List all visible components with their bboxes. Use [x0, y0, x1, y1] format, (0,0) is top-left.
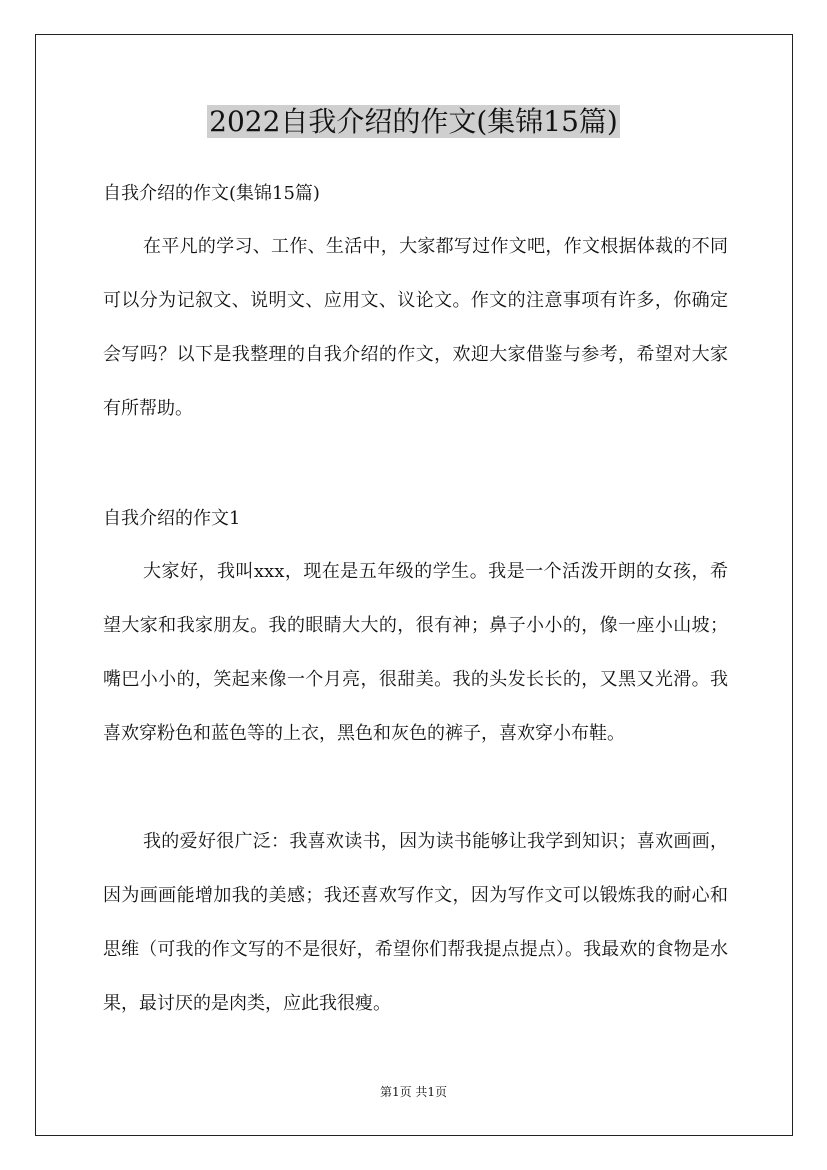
- section-1-paragraph-2: 我的爱好很广泛：我喜欢读书，因为读书能够让我学到知识；喜欢画画，因为画画能增加我的美感；我还喜欢写作文，因为写作文可以锻炼我的耐心和思维（可我的作文写的不是很好，希望你们帮我提点提点）。我最欢的食物是水果，最讨厌的是肉类，应此我很瘦。: [103, 831, 728, 1014]
- page-footer: 第1页 共1页: [379, 1085, 448, 1099]
- section-heading-1: 自我介绍的作文1: [103, 508, 241, 529]
- intro-paragraph: 在平凡的学习、工作、生活中，大家都写过作文吧，作文根据体裁的不同可以分为记叙文、说明文、应用文、议论文。作文的注意事项有许多，你确定会写吗？以下是我整理的自我介绍的作文，欢迎大家借鉴与参考，希望对大家有所帮助。: [103, 236, 728, 419]
- document-title: [0, 100, 827, 144]
- document-title-text: 2022自我介绍的作文(集锦15篇): [209, 105, 618, 138]
- section-1-paragraph-1: 大家好，我叫xxx，现在是五年级的学生。我是一个活泼开朗的女孩，希望大家和我家朋友。我的眼睛大大的，很有神；鼻子小小的，像一座小山坡；嘴巴小小的，笑起来像一个月亮，很甜美。我的头发长长的，又黑又光滑。我喜欢穿粉色和蓝色等的上衣，黑色和灰色的裤子，喜欢穿小布鞋。: [103, 561, 728, 744]
- document-subtitle: 自我介绍的作文(集锦15篇): [103, 183, 320, 204]
